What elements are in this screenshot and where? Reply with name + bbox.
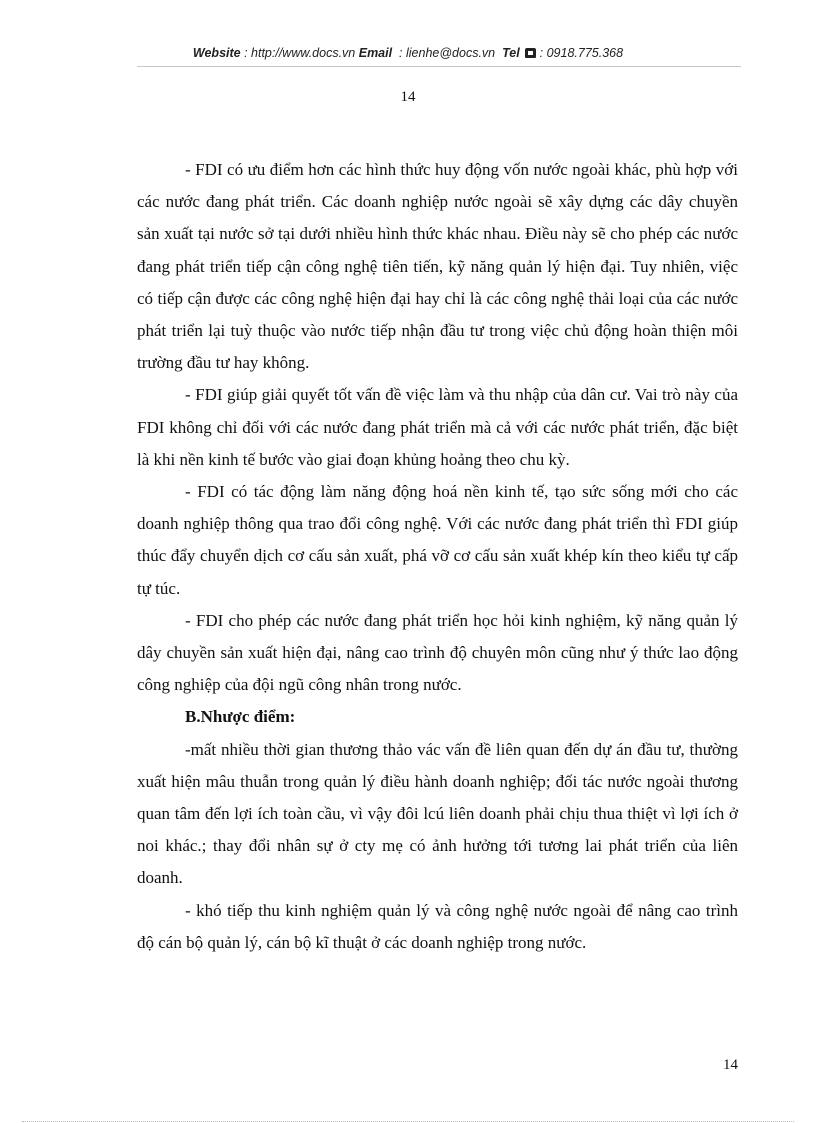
paragraph: - FDI giúp giải quyết tốt vấn đề việc làm và thu nhập của dân cư. Vai trò này của FDI không chỉ đối với các nước đang phát triển mà cả với các nước phát triển, đặc biệt là khi nền kinh tế bước vào giai đoạn khủng hoảng theo chu kỳ.: [137, 385, 738, 469]
website-sep: :: [240, 46, 252, 60]
page-number-top: 14: [400, 89, 416, 105]
page-number-bottom: 14: [723, 1057, 738, 1073]
tel-sep: :: [536, 46, 547, 60]
paragraph: - FDI có ưu điểm hơn các hình thức huy động vốn nước ngoài khác, phù hợp với các nước đang phát triển. Các doanh nghiệp nước ngoài sẽ xây dựng các dây chuyền sản xuất tại nước sở tại dưới nhiều hình thức khác nhau. Điều này sẽ cho phép các nước đang phát triển tiếp cận công nghệ tiên tiến, kỹ năng quản lý hiện đại. Tuy nhiên, việc có tiếp cận được các công nghệ hiện đại hay chỉ là các công nghệ thải loại của các nước phát triển lại tuỳ thuộc vào nước tiếp nhận đầu tư trong việc chủ động hoàn thiện môi trường đầu tư hay không.: [137, 160, 738, 373]
email-label: Email: [358, 46, 393, 60]
phone-icon: [525, 48, 536, 58]
email-value[interactable]: lienhe@docs.vn: [406, 46, 496, 60]
website-label: Website: [192, 46, 241, 60]
header-divider: [137, 66, 741, 67]
tel-label: Tel: [502, 46, 520, 60]
section-heading: B.Nhược điểm:: [185, 707, 296, 727]
footer-divider: [22, 1121, 794, 1122]
email-sep: :: [395, 46, 406, 60]
paragraph: - FDI cho phép các nước đang phát triển học hỏi kinh nghiệm, kỹ năng quản lý dây chuyền sản xuất hiện đại, nâng cao trình độ chuyên môn cũng như ý thức lao động công nghiệp của đội ngũ công nhân trong nước.: [137, 610, 738, 695]
document-body: [137, 154, 738, 959]
paragraph: -mất nhiều thời gian thương thảo vác vấn đề liên quan đến dự án đầu tư, thường xuất hiện mâu thuẫn trong quản lý điều hành doanh nghiệp; đối tác nước ngoài thương quan tâm đến lợi ích toàn cầu, vì vậy đôi lcú liên doanh phải chịu thua thiệt vì lợi ích ở noi khác.; thay đổi nhân sự ở cty mẹ có ảnh hưởng tới tương lai phát triển của liên doanh.: [137, 739, 738, 888]
page-header: [74, 46, 742, 60]
paragraph: - FDI có tác động làm năng động hoá nền kinh tế, tạo sức sống mới cho các doanh nghiệp thông qua trao đổi công nghệ. Với các nước đang phát triển thì FDI giúp thúc đẩy chuyển dịch cơ cấu sản xuất, phá vỡ cơ cấu sản xuất khép kín theo kiểu tự cấp tự túc.: [137, 482, 738, 598]
paragraph: - khó tiếp thu kinh nghiệm quản lý và công nghệ nước ngoài để nâng cao trình độ cán bộ quản lý, cán bộ kĩ thuật ở các doanh nghiệp trong nước.: [137, 900, 738, 952]
website-url[interactable]: http://www.docs.vn: [251, 46, 356, 60]
tel-value: 0918.775.368: [546, 46, 624, 60]
